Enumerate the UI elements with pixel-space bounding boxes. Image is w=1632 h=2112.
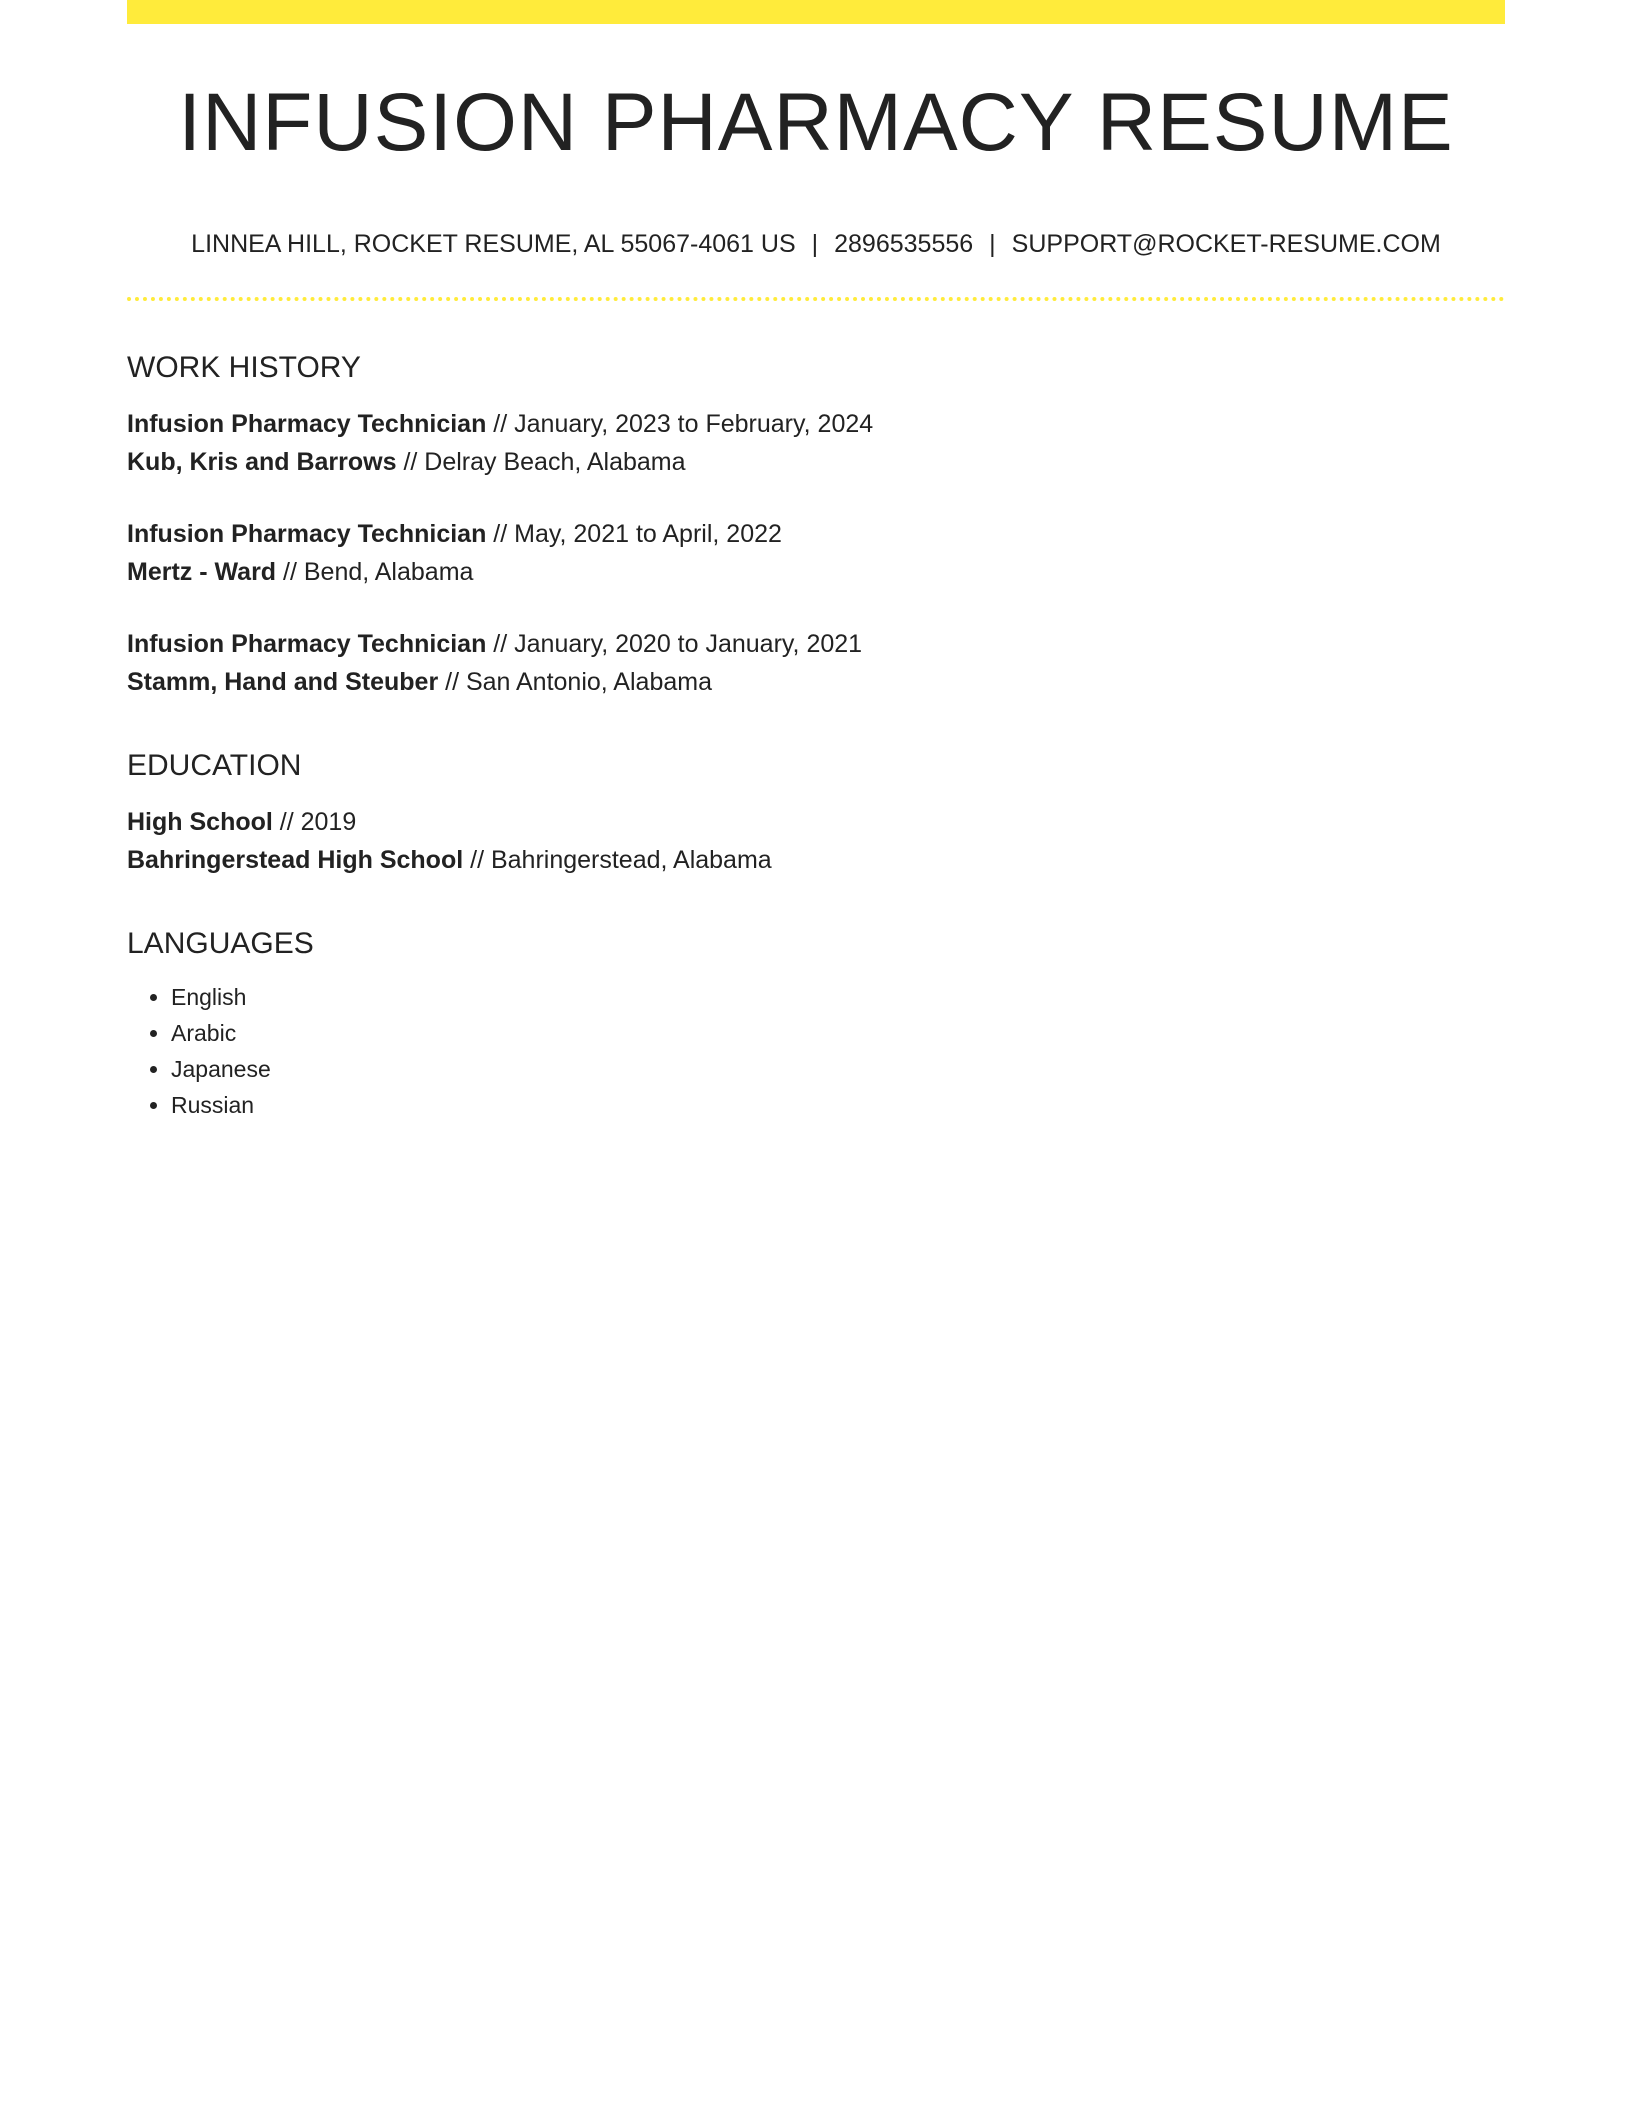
language-item: • English — [171, 979, 1505, 1015]
job-title: Infusion Pharmacy Technician — [127, 520, 487, 548]
job-company-line — [127, 553, 1505, 591]
language-item: • Russian — [171, 1087, 1505, 1123]
job-title-line — [127, 625, 1505, 663]
job-location: // Delray Beach, Alabama — [396, 448, 686, 476]
work-entry — [127, 405, 1505, 481]
school-name: Bahringerstead High School — [127, 846, 464, 874]
education-heading: EDUCATION — [127, 749, 302, 782]
contact-phone: 2896535556 — [834, 230, 974, 258]
job-dates: // January, 2020 to January, 2021 — [486, 630, 863, 658]
language-item: • Arabic — [171, 1015, 1505, 1051]
job-title-line — [127, 515, 1505, 553]
education-entry — [127, 803, 1505, 879]
contact-email: SUPPORT@ROCKET-RESUME.COM — [1011, 230, 1441, 258]
contact-separator: | — [811, 230, 819, 258]
job-title: Infusion Pharmacy Technician — [127, 410, 487, 438]
degree-line — [127, 803, 1505, 841]
accent-top-bar — [127, 0, 1505, 24]
job-title-line — [127, 405, 1505, 443]
work-entry — [127, 515, 1505, 591]
job-company: Kub, Kris and Barrows — [127, 448, 397, 476]
dotted-divider — [127, 297, 1505, 301]
work-history-heading: WORK HISTORY — [127, 351, 361, 384]
languages-heading: LANGUAGES — [127, 927, 314, 960]
job-company: Stamm, Hand and Steuber — [127, 668, 439, 696]
graduation-year: // 2019 — [272, 808, 357, 836]
school-location: // Bahringerstead, Alabama — [463, 846, 772, 874]
resume-page — [127, 0, 1505, 1123]
job-dates: // May, 2021 to April, 2022 — [486, 520, 782, 548]
job-company: Mertz - Ward — [127, 558, 277, 586]
job-company-line — [127, 443, 1505, 481]
school-line — [127, 841, 1505, 879]
job-location: // San Antonio, Alabama — [438, 668, 712, 696]
contact-line — [127, 232, 1505, 257]
job-company-line — [127, 663, 1505, 701]
contact-separator: | — [989, 230, 996, 258]
languages-list — [127, 979, 1505, 1123]
job-title: Infusion Pharmacy Technician — [127, 630, 487, 658]
language-item: • Japanese — [171, 1051, 1505, 1087]
work-entry — [127, 625, 1505, 701]
job-dates: // January, 2023 to February, 2024 — [486, 410, 874, 438]
degree: High School — [127, 808, 273, 836]
resume-title: INFUSION PHARMACY RESUME — [178, 77, 1454, 168]
job-location: // Bend, Alabama — [276, 558, 474, 586]
contact-address: LINNEA HILL, ROCKET RESUME, AL 55067-4061 US — [191, 230, 796, 258]
